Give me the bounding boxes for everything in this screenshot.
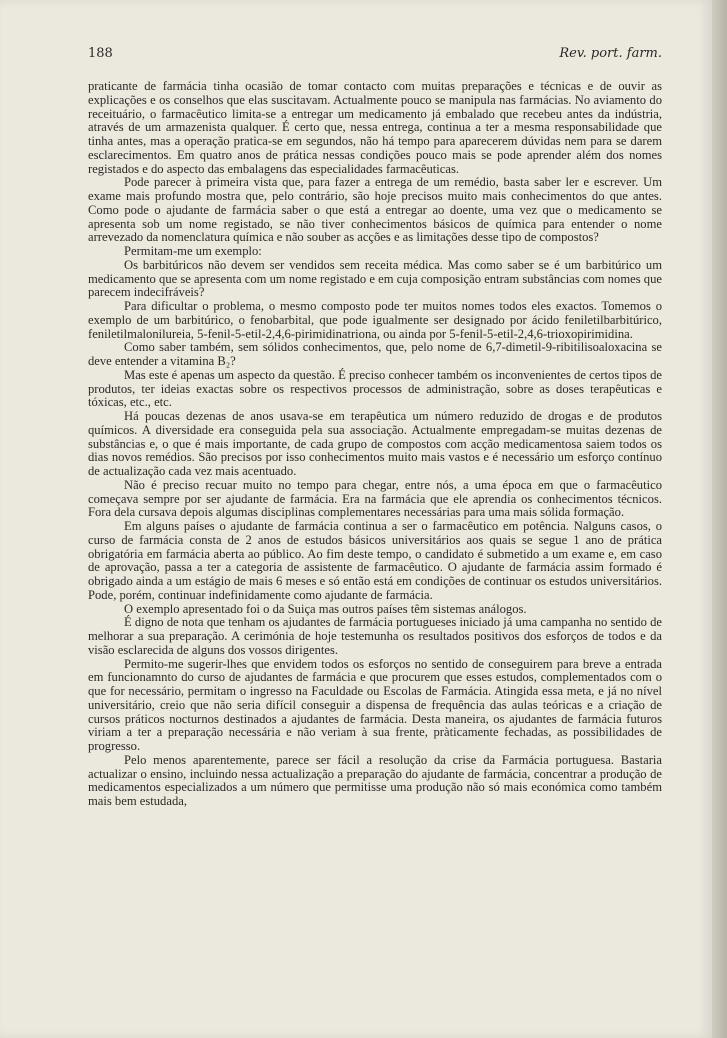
paragraph: Há poucas dezenas de anos usava-se em terapêutica um número reduzido de drogas e de produtos químicos. A diversidade era conseguida pela sua associação. Actualmente empregadam-se muitas dezenas de substâncias e, o que é mais importante, de cada grupo de compostos com acção medicamentosa saiem todos os dias novos remédios. São precisos por isso conhecimentos muito mais vastos e é necessário um esforço contínuo de actualização cada vez mais acentuado.: [88, 409, 662, 478]
paragraph: Em alguns países o ajudante de farmácia continua a ser o farmacêutico em potência. Nalguns casos, o curso de farmácia consta de 2 anos de estudos básicos universitários aos quais se segue 1 ano de prática obrigatória em farmácia aberta ao público. Ao fim deste tempo, o candidato é submetido a um exame e, em caso de aprovação, passa a ter a categoria de assistente de farmacêutico. O ajudante de farmácia assim formado é obrigado ainda a um estágio de mais 6 meses e só então está em condições de continuar os estudos universitários. Pode, porém, continuar indefinidamente como ajudante de farmácia.: [88, 519, 662, 602]
paragraph: O exemplo apresentado foi o da Suiça mas outros países têm sistemas análogos.: [124, 601, 527, 616]
paragraph: Permitam-me um exemplo:: [124, 244, 262, 258]
paragraph: Pelo menos aparentemente, parece ser fácil a resolução da crise da Farmácia portuguesa. Bastaria actualizar o ensino, incluindo nessa actualização a preparação do ajudante de farmácia, concentrar a produção de medicamentos especializados a um número que permitisse uma produção não só mais económica como também mais bem estudada,: [88, 752, 662, 808]
page-edge: [712, 0, 727, 1038]
paragraph: praticante de farmácia tinha ocasião de tomar contacto com muitas preparações e técnicas e de ouvir as explicações e os conselhos que elas suscitavam. Actualmente pouco se manipula nas farmácias. No aviamento do receituário, o farmacêutico limita-se a entregar um medicamento já embalado que recebeu antes da indústria, através de um armazenista qualquer. É certo que, nessa entrega, continua a ter a mesma responsabilidade que tinha antes, mas a operação pratica-se em segundos, não há tempo para aparecerem dúvidas nem para se darem esclarecimentos. Em quatro anos de prática nessas condições pouco mais se pode aprender além dos nomes registados e do aspecto das embalagens das especialidades farmacêuticas.: [88, 79, 662, 176]
paragraph: É digno de nota que tenham os ajudantes de farmácia portugueses iniciado já uma campanha no sentido de melhorar a sua preparação. A cerimónia de hoje testemunha os resultados positivos dos esforços de todos e da visão esclarecida de alguns dos vossos dirigentes.: [88, 615, 662, 657]
paragraph: Como saber também, sem sólidos conhecimentos, que, pelo nome de 6,7-dimetil-9-ribitilisoaloxacina se deve entender a vitamina B₂?: [88, 340, 662, 368]
paragraph: Mas este é apenas um aspecto da questão. É preciso conhecer também os inconvenientes de certos tipos de produtos, ter ideias exactas sobre os respectivos processos de administração, sobre as doses terapêuticas e tóxicas, etc., etc.: [88, 367, 662, 410]
paragraph: Pode parecer à primeira vista que, para fazer a entrega de um remédio, basta saber ler e escrever. Um exame mais profundo mostra que, pelo contrário, são hoje precisos muito mais conhecimentos do que antes. Como pode o ajudante de farmácia saber o que está a entregar ao doente, uma vez que o medicamento se apresenta sob um nome registado, se não tiver conhecimentos básicos de química para entender o nome arrevezado da nomenclatura química e não souber as acções e as limitações desse tipo de compostos?: [88, 175, 662, 245]
paragraph: Para dificultar o problema, o mesmo composto pode ter muitos nomes todos eles exactos. Tomemos o exemplo de um barbitúrico, o fenobarbital, que pode igualmente ser designado por ácido feniletilbarbitúrico, feniletilmalonilureia, 5-fenil-5-etil-2,4,6-pirimidinatriona, ou ainda por 5-fenil-5-etil-2,4,6-trioxopirimidina.: [88, 299, 662, 341]
page-number: 188: [88, 46, 113, 61]
paragraph: Permito-me sugerir-lhes que envidem todos os esforços no sentido de conseguirem para breve a entrada em funcionamnto do curso de ajudantes de farmácia e que procurem que esses estudos, complementados com o que for necessário, permitam o ingresso na Faculdade ou Escolas de Farmácia. Atingida essa meta, e já no nível universitário, creio que não seria difícil conseguir a dispensa de frequência das aulas teóricas e a criação de cursos práticos nocturnos destinados a ajudantes de farmácia. Desta maneira, os ajudantes de farmácia futuros viriam a ter a preparação necessária e não veriam à sua frente, pràticamente fechadas, as possibilidades de progresso.: [88, 656, 662, 753]
article-body: [88, 80, 662, 809]
paragraph: Não é preciso recuar muito no tempo para chegar, entre nós, a uma época em que o farmacêutico começava sempre por ser ajudante de farmácia. Era na farmácia que ele aprendia os conhecimentos técnicos. Fora dela cursava depois algumas disciplinas complementares necessárias para uma mais sólida formação.: [88, 477, 662, 520]
paragraph: Os barbitúricos não devem ser vendidos sem receita médica. Mas como saber se é um barbitúrico um medicamento que se apresenta com um nome registado e em cuja composição entram substâncias com nomes que parecem indecifráveis?: [88, 257, 662, 300]
journal-title: Rev. port. farm.: [559, 46, 662, 61]
page-header: [88, 46, 662, 61]
